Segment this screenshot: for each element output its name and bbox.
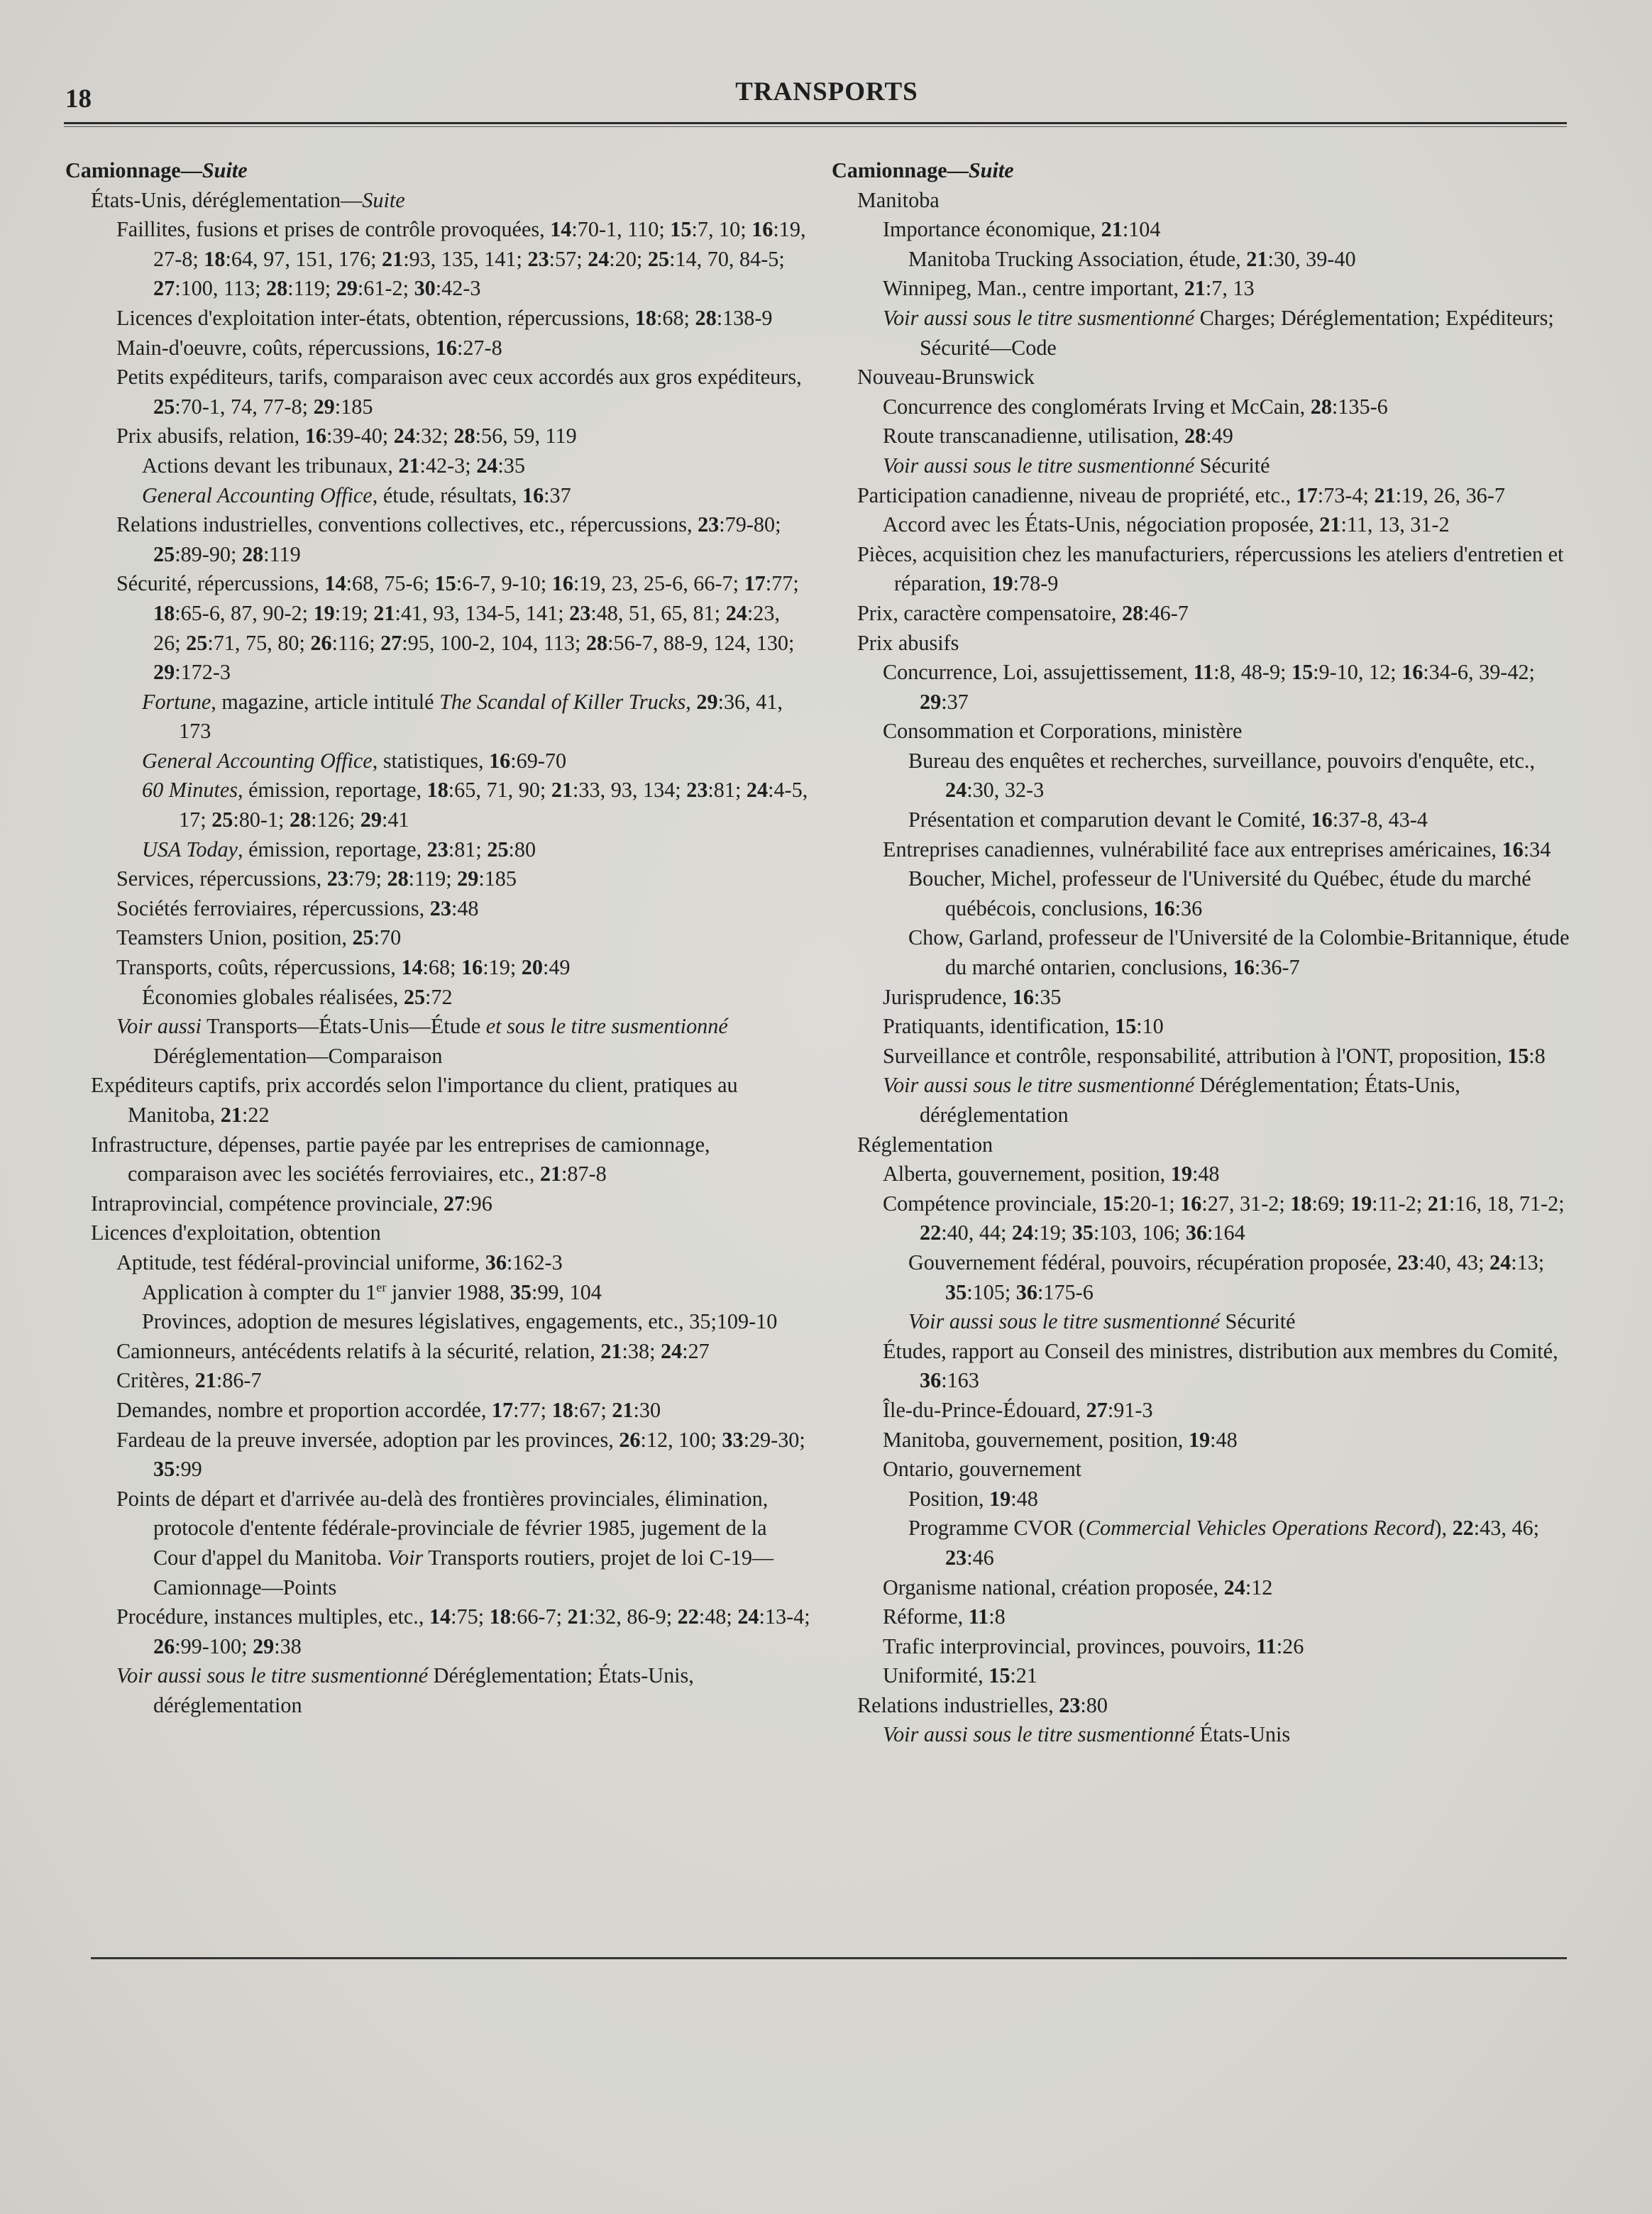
index-entry: Compétence provinciale, 15:20-1; 16:27, 31-2; 18:69; 19:11-2; 21:16, 18, 71-2; 22:40, 44; 24:19; 35:103, 106; 36:164 [883, 1191, 1565, 1245]
index-entry: Ontario, gouvernement [883, 1457, 1081, 1482]
index-entry: Critères, 21:86-7 [116, 1368, 262, 1393]
index-entry: Accord avec les États-Unis, négociation proposée, 21:11, 13, 31-2 [883, 512, 1450, 537]
index-entry: Voir aussi Transports—États-Unis—Étude et sous le titre susmentionné Déréglementation—Comparaison [116, 1014, 728, 1068]
index-entry: Présentation et comparution devant le Comité, 16:37-8, 43-4 [908, 808, 1428, 832]
index-entry: Économies globales réalisées, 25:72 [142, 984, 453, 1009]
index-entry: Pièces, acquisition chez les manufacturiers, répercussions les ateliers d'entretien et réparation, 19:78-9 [857, 541, 1564, 596]
index-entry: Consommation et Corporations, ministère [883, 719, 1243, 744]
index-entry: Voir aussi sous le titre susmentionné Sécurité [883, 453, 1270, 478]
index-entry: Teamsters Union, position, 25:70 [116, 925, 402, 950]
index-entry: 60 Minutes, émission, reportage, 18:65, 71, 90; 21:33, 93, 134; 23:81; 24:4-5, 17; 25:80-1; 28:126; 29:41 [142, 778, 808, 832]
index-entry: Intraprovincial, compétence provinciale, 27:96 [91, 1191, 492, 1216]
footer-rule [91, 1957, 1567, 1959]
index-entry: Importance économique, 21:104 [883, 217, 1161, 242]
index-entry: Relations industrielles, conventions collectives, etc., répercussions, 23:79-80; 25:89-90; 28:119 [116, 512, 781, 566]
index-entry: Concurrence, Loi, assujettissement, 11:8, 48-9; 15:9-10, 12; 16:34-6, 39-42; 29:37 [883, 660, 1535, 714]
index-entry: Fortune, magazine, article intitulé The Scandal of Killer Trucks, 29:36, 41, 173 [142, 689, 783, 744]
index-entry: Réforme, 11:8 [883, 1604, 1006, 1629]
index-entry: Services, répercussions, 23:79; 28:119; 29:185 [116, 866, 517, 891]
index-entry: Petits expéditeurs, tarifs, comparaison avec ceux accordés aux gros expéditeurs, 25:70-1, 74, 77-8; 29:185 [116, 365, 802, 419]
index-entry: Nouveau-Brunswick [857, 365, 1035, 390]
index-entry: Concurrence des conglomérats Irving et McCain, 28:135-6 [883, 394, 1388, 419]
index-entry: Réglementation [857, 1132, 993, 1157]
index-entry: Trafic interprovincial, provinces, pouvoirs, 11:26 [883, 1634, 1304, 1658]
index-entry: Île-du-Prince-Édouard, 27:91-3 [883, 1397, 1153, 1422]
index-entry: Manitoba Trucking Association, étude, 21:30, 39-40 [908, 246, 1356, 271]
index-entry: Prix, caractère compensatoire, 28:46-7 [857, 600, 1189, 625]
index-entry: Entreprises canadiennes, vulnérabilité face aux entreprises américaines, 16:34 [883, 837, 1551, 861]
index-entry: Fardeau de la preuve inversée, adoption par les provinces, 26:12, 100; 33:29-30; 35:99 [116, 1427, 805, 1482]
index-entry: États-Unis, déréglementation—Suite [91, 187, 405, 212]
index-entry: Sécurité, répercussions, 14:68, 75-6; 15:6-7, 9-10; 16:19, 23, 25-6, 66-7; 17:77; 18:65-6, 87, 90-2; 19:19; 21:41, 93, 134-5, 141; 23:48, 51, 65, 81; 24:23, 26; 25:71, 75, 80; 26:116; 27:95, 100-2, 104, 113; 28:56-7, 88-9, 124, 130; 29:172-3 [116, 571, 799, 685]
index-entry: General Accounting Office, étude, résultats, 16:37 [142, 483, 571, 507]
index-entry: Boucher, Michel, professeur de l'Université du Québec, étude du marché québécois, conclusions, 16:36 [908, 866, 1531, 920]
index-entry: Infrastructure, dépenses, partie payée par les entreprises de camionnage, comparaison avec les sociétés ferroviaires, etc., 21:87-8 [91, 1132, 710, 1186]
index-entry: Participation canadienne, niveau de propriété, etc., 17:73-4; 21:19, 26, 36-7 [857, 483, 1505, 507]
index-entry: Organisme national, création proposée, 24:12 [883, 1575, 1273, 1599]
index-entry: Licences d'exploitation inter-états, obtention, répercussions, 18:68; 28:138-9 [116, 305, 773, 330]
index-entry: Application à compter du 1er janvier 1988, 35:99, 104 [142, 1279, 602, 1304]
index-entry: Voir aussi sous le titre susmentionné Déréglementation; États-Unis, déréglementation [116, 1663, 694, 1717]
index-entry: Position, 19:48 [908, 1486, 1038, 1511]
index-entry: Voir aussi sous le titre susmentionné Déréglementation; États-Unis, déréglementation [883, 1073, 1460, 1127]
index-entry: Pratiquants, identification, 15:10 [883, 1014, 1164, 1039]
index-entry: Chow, Garland, professeur de l'Université de la Colombie-Britannique, étude du marché ontarien, conclusions, 16:36-7 [908, 925, 1570, 980]
left-column [65, 156, 810, 1720]
index-entry: Points de départ et d'arrivée au-delà des frontières provinciales, élimination, protocole d'entente fédérale-provinciale de février 1985, jugement de la Cour d'appel du Manitoba. Voir Transports routiers, projet de loi C-19—Camionnage—Points [116, 1486, 774, 1599]
index-entry: Actions devant les tribunaux, 21:42-3; 24:35 [142, 453, 525, 478]
index-entry: Alberta, gouvernement, position, 19:48 [883, 1162, 1220, 1186]
index-entry: Manitoba [857, 187, 940, 212]
right-column [832, 156, 1577, 1750]
header-rule [64, 122, 1567, 124]
index-entry: Uniformité, 15:21 [883, 1663, 1037, 1688]
index-entry: Gouvernement fédéral, pouvoirs, récupération proposée, 23:40, 43; 24:13; 35:105; 36:175-6 [908, 1250, 1545, 1304]
index-entry: Voir aussi sous le titre susmentionné États-Unis [883, 1722, 1291, 1747]
index-entry: Transports, coûts, répercussions, 14:68; 16:19; 20:49 [116, 955, 571, 980]
index-entry: Programme CVOR (Commercial Vehicles Operations Record), 22:43, 46; 23:46 [908, 1516, 1540, 1570]
index-entry: Prix abusifs [857, 630, 959, 655]
index-entry: Camionneurs, antécédents relatifs à la sécurité, relation, 21:38; 24:27 [116, 1338, 710, 1363]
index-entry: Études, rapport au Conseil des ministres, distribution aux membres du Comité, 36:163 [883, 1338, 1558, 1393]
index-entry: Aptitude, test fédéral-provincial uniforme, 36:162-3 [116, 1250, 563, 1274]
index-entry: Voir aussi sous le titre susmentionné Sécurité [908, 1309, 1296, 1334]
index-entry: Expéditeurs captifs, prix accordés selon l'importance du client, pratiques au Manitoba, 21:22 [91, 1073, 738, 1127]
header-rule-thin [64, 126, 1567, 127]
page-title: TRANSPORTS [735, 77, 918, 106]
index-entry: Procédure, instances multiples, etc., 14:75; 18:66-7; 21:32, 86-9; 22:48; 24:13-4; 26:99-100; 29:38 [116, 1604, 810, 1658]
index-entry: Route transcanadienne, utilisation, 28:49 [883, 424, 1233, 448]
index-heading: Camionnage—Suite [65, 158, 248, 182]
index-heading: Camionnage—Suite [832, 158, 1014, 182]
index-entry: Winnipeg, Man., centre important, 21:7, 13 [883, 276, 1255, 301]
index-entry: Bureau des enquêtes et recherches, surveillance, pouvoirs d'enquête, etc., 24:30, 32-3 [908, 748, 1536, 803]
index-entry: Demandes, nombre et proportion accordée, 17:77; 18:67; 21:30 [116, 1397, 661, 1422]
index-entry: Prix abusifs, relation, 16:39-40; 24:32; 28:56, 59, 119 [116, 424, 577, 448]
index-entry: USA Today, émission, reportage, 23:81; 25:80 [142, 837, 536, 861]
index-entry: Sociétés ferroviaires, répercussions, 23:48 [116, 896, 479, 920]
index-entry: Voir aussi sous le titre susmentionné Charges; Déréglementation; Expéditeurs; Sécurité—Code [883, 305, 1554, 360]
index-entry: Licences d'exploitation, obtention [91, 1221, 381, 1245]
index-entry: Main-d'oeuvre, coûts, répercussions, 16:27-8 [116, 335, 502, 360]
index-entry: Manitoba, gouvernement, position, 19:48 [883, 1427, 1238, 1452]
index-entry: Surveillance et contrôle, responsabilité, attribution à l'ONT, proposition, 15:8 [883, 1043, 1546, 1068]
index-entry: Faillites, fusions et prises de contrôle provoquées, 14:70-1, 110; 15:7, 10; 16:19, 27-8; 18:64, 97, 151, 176; 21:93, 135, 141; 23:57; 24:20; 25:14, 70, 84-5; 27:100, 113; 28:119; 29:61-2; 30:42-3 [116, 217, 806, 301]
page-number: 18 [65, 84, 92, 114]
index-entry: Relations industrielles, 23:80 [857, 1692, 1108, 1717]
index-entry: Provinces, adoption de mesures législatives, engagements, etc., 35;109-10 [142, 1309, 778, 1334]
index-entry: Jurisprudence, 16:35 [883, 984, 1062, 1009]
index-entry: General Accounting Office, statistiques, 16:69-70 [142, 748, 567, 773]
